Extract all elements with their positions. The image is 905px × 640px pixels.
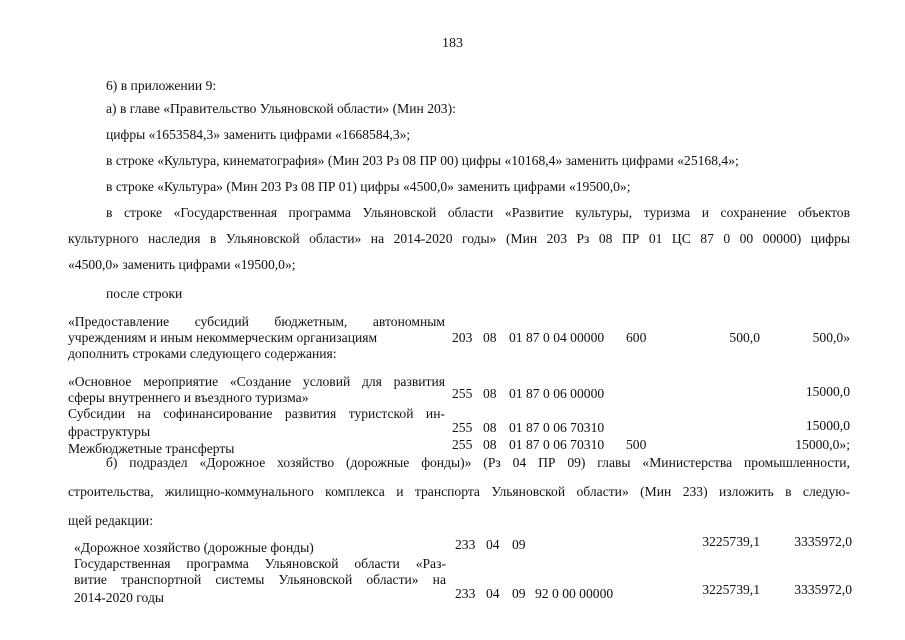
new-row-1-sum1: 3225739,1: [702, 534, 760, 549]
added-row-3-name-line1: Межбюджетные трансферты: [68, 441, 235, 456]
new-row-2-sum2: 3335972,0: [794, 582, 852, 597]
new-row-2-rz: 04: [486, 586, 500, 601]
added-row-3-rz: 08: [483, 437, 497, 452]
new-row-1-sum2: 3335972,0: [794, 534, 852, 549]
added-row-1-name-line2: сферы внутреннего и въездного туризма»: [68, 390, 309, 405]
added-row-2-rz: 08: [483, 420, 497, 435]
new-row-2-name-line1: Государственная программа Ульяновской области «Раз-: [74, 556, 446, 571]
added-row-2-name-line2: фраструктуры: [68, 424, 151, 439]
added-row-1-pr: 01: [509, 386, 523, 401]
page-number: 183: [442, 36, 463, 51]
new-row-2-min: 233: [455, 586, 476, 601]
paragraph-road-subsection-line3: щей редакции:: [68, 513, 153, 528]
paragraph-replace-total: цифры «1653584,3» заменить цифрами «1668584,3»;: [106, 127, 411, 142]
added-row-3-vr: 500: [626, 437, 647, 452]
col-sum1: 500,0: [729, 330, 760, 345]
paragraph-state-program-line3: «4500,0» заменить цифрами «19500,0»;: [68, 257, 296, 272]
paragraph-after-row: после строки: [106, 286, 183, 301]
added-row-3-cs: 87 0 06 70310: [526, 437, 605, 452]
paragraph-appendix-9: 6) в приложении 9:: [106, 78, 217, 93]
added-row-1-name-line1: «Основное мероприятие «Создание условий для развития: [68, 374, 445, 389]
added-row-2-sum: 15000,0: [805, 418, 850, 433]
new-row-2-cs: 92 0 00 00000: [535, 586, 614, 601]
paragraph-replace-culture: в строке «Культура» (Мин 203 Рз 08 ПР 01) цифры «4500,0» заменить цифрами «19500,0»;: [106, 179, 631, 194]
paragraph-state-program-line2: культурного наследия в Ульяновской области» на 2014-2020 годы» (Мин 203 Рз 08 ПР 01 ЦС 87 0 00 00000) цифры: [68, 231, 850, 246]
new-row-1-name-line1: «Дорожное хозяйство (дорожные фонды): [74, 540, 314, 555]
paragraph-chapter-government: а) в главе «Правительство Ульяновской области» (Мин 203):: [106, 101, 456, 116]
col-rz: 08: [483, 330, 497, 345]
col-vr: 600: [626, 330, 647, 345]
paragraph-replace-culture-cinema: в строке «Культура, кинематография» (Мин 203 Рз 08 ПР 00) цифры «10168,4» заменить цифрами «25168,4»;: [106, 153, 739, 168]
added-row-3-min: 255: [452, 437, 473, 452]
col-min: 203: [452, 330, 473, 345]
new-row-2-name-line2: витие транспортной системы Ульяновской области» на: [74, 572, 446, 587]
added-row-2-min: 255: [452, 420, 473, 435]
col-cs: 87 0 04 00000: [526, 330, 605, 345]
added-row-1-min: 255: [452, 386, 473, 401]
added-row-2-pr: 01: [509, 420, 523, 435]
new-row-2-sum1: 3225739,1: [702, 582, 760, 597]
paragraph-state-program-line1: в строке «Государственная программа Ульяновской области «Развитие культуры, туризма и сохранение объектов: [106, 205, 850, 220]
new-row-1-min: 233: [455, 537, 476, 552]
added-row-3-sum: 15000,0»;: [795, 437, 850, 452]
added-row-1-rz: 08: [483, 386, 497, 401]
added-row-1-sum: 15000,0: [805, 384, 850, 399]
row-name-line2: учреждениям и иным некоммерческим организациям: [68, 330, 378, 345]
col-pr: 01: [509, 330, 523, 345]
added-row-2-name-line1: Субсидии на софинансирование развития туристской ин-: [68, 406, 445, 421]
new-row-1-pr: 09: [512, 537, 526, 552]
col-sum2: 500,0»: [812, 330, 850, 345]
added-row-1-cs: 87 0 06 00000: [526, 386, 605, 401]
added-row-2-cs: 87 0 06 70310: [526, 420, 605, 435]
paragraph-road-subsection-line2: строительства, жилищно-коммунального комплекса и транспорта Ульяновской области» (Мин 233) изложить в следую-: [68, 484, 850, 499]
paragraph-add-rows: дополнить строками следующего содержания:: [68, 346, 337, 361]
added-row-3-pr: 01: [509, 437, 523, 452]
new-row-1-rz: 04: [486, 537, 500, 552]
row-name-line1: «Предоставление субсидий бюджетным, автономным: [68, 314, 445, 329]
new-row-2-name-line3: 2014-2020 годы: [74, 590, 164, 605]
new-row-2-pr: 09: [512, 586, 526, 601]
paragraph-road-subsection-line1: б) подраздел «Дорожное хозяйство (дорожные фонды)» (Рз 04 ПР 09) главы «Министерства промышленности,: [106, 455, 850, 470]
